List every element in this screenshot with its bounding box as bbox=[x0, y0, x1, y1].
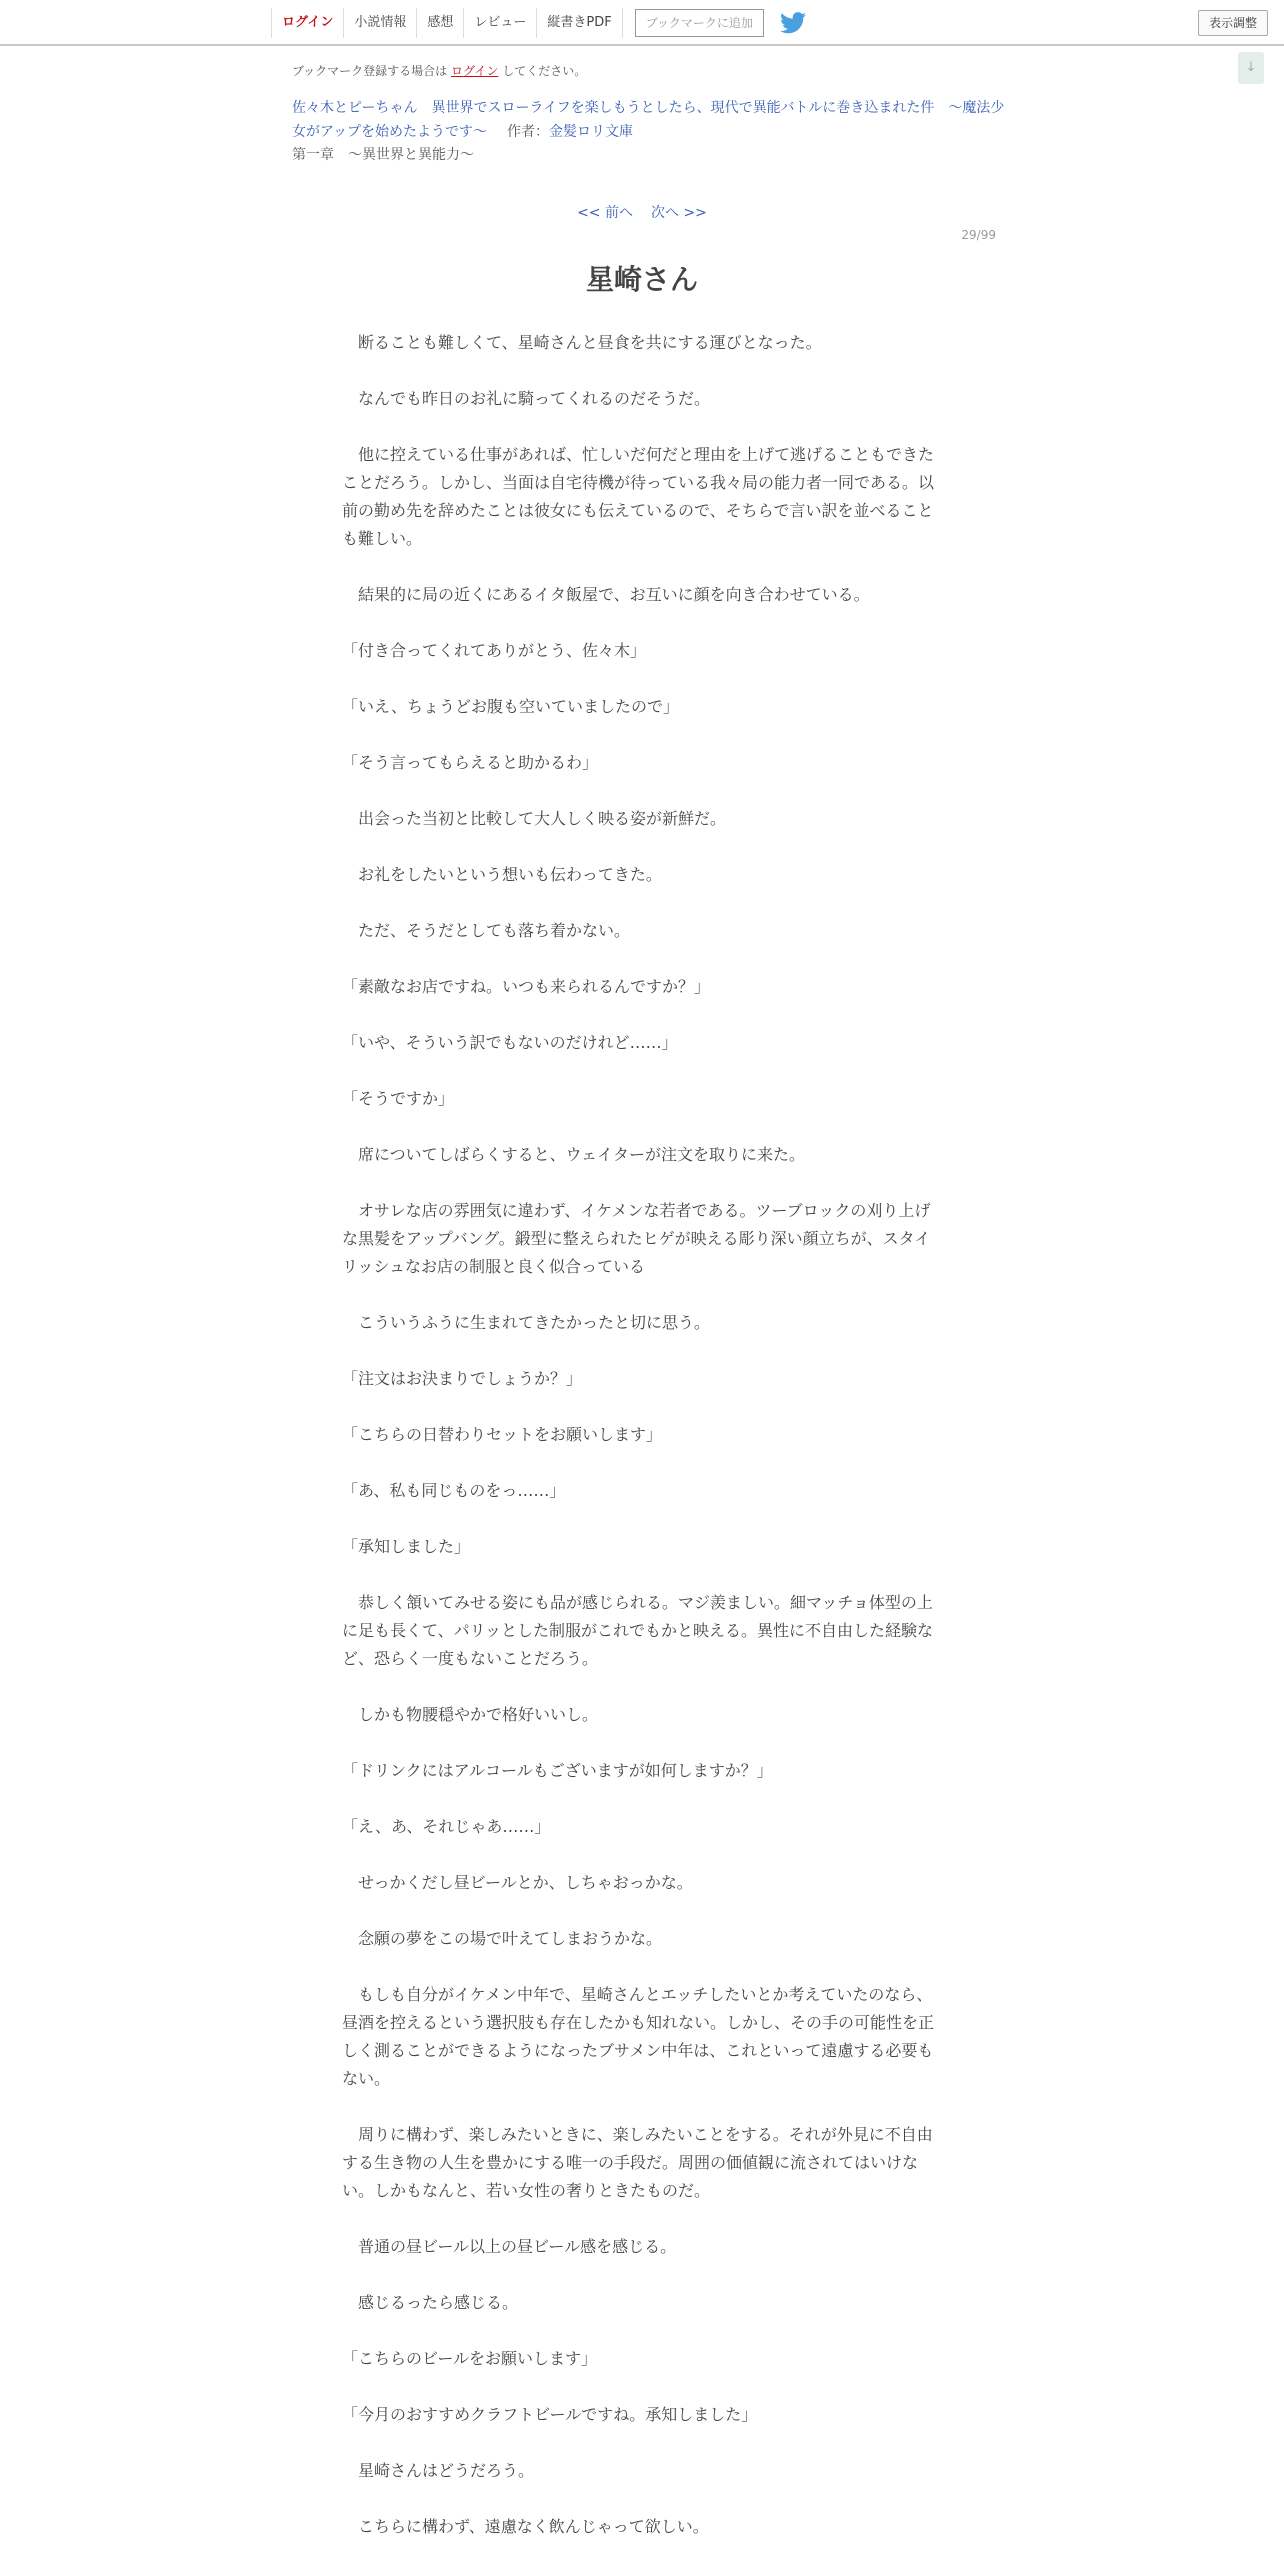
episode-pager bbox=[0, 202, 1284, 222]
episode-counter: 29/99 bbox=[961, 228, 996, 242]
body-paragraph: 「いえ、ちょうどお腹も空いていましたので」 bbox=[342, 697, 679, 716]
nav-review[interactable]: レビュー bbox=[463, 8, 536, 38]
body-paragraph: 普通の昼ビール以上の昼ビール感を感じる。 bbox=[342, 2237, 677, 2256]
body-paragraph: 「え、あ、それじゃあ……」 bbox=[342, 1817, 551, 1836]
body-paragraph: 「ドリンクにはアルコールもございますが如何しますか？」 bbox=[342, 1761, 773, 1780]
display-adjust-button[interactable]: 表示調整 bbox=[1198, 10, 1268, 36]
body-paragraph: 「注文はお決まりでしょうか？」 bbox=[342, 1369, 583, 1388]
body-paragraph: オサレな店の雰囲気に違わず、イケメンな若者である。ツーブロックの刈り上げな黒髪をアップバング。鍛型に整えられたヒゲが映える彫り深い顔立ちが、スタイリッシュなお店の制服と良く似合っている bbox=[342, 1201, 931, 1276]
author-link[interactable]: 金髪ロリ文庫 bbox=[549, 124, 634, 140]
body-paragraph: 「こちらの日替わりセットをお願いします」 bbox=[342, 1425, 663, 1444]
body-paragraph: 断ることも難しくて、星崎さんと昼食を共にする運びとなった。 bbox=[342, 333, 822, 352]
body-paragraph: 「あ、私も同じものをっ……」 bbox=[342, 1481, 566, 1500]
notice-login-link[interactable]: ログイン bbox=[451, 64, 499, 78]
top-navigation-bar bbox=[0, 0, 1284, 46]
chapter-title: 第一章 ～異世界と異能力～ bbox=[292, 147, 474, 163]
add-bookmark-button[interactable]: ブックマークに追加 bbox=[635, 9, 764, 37]
notice-text-after: してください。 bbox=[502, 64, 587, 78]
body-paragraph: 他に控えている仕事があれば、忙しいだ何だと理由を上げて逃げることもできたことだろう。しかし、当面は自宅待機が待っている我々局の能力者一同である。以前の勤め先を辞めたことは彼女にも伝えているので、そちらで言い訳を並べることも難しい。 bbox=[342, 445, 935, 548]
series-title-link[interactable]: 佐々木とピーちゃん 異世界でスローライフを楽しもうとしたら、現代で異能バトルに巻き込まれた件 ～魔法少女がアップを始めたようです～ bbox=[292, 100, 1005, 140]
body-paragraph: 「そうですか」 bbox=[342, 1089, 455, 1108]
episode-title: 星崎さん bbox=[585, 263, 698, 296]
body-paragraph: 席についてしばらくすると、ウェイターが注文を取りに来た。 bbox=[342, 1145, 806, 1164]
series-info bbox=[292, 96, 1008, 144]
twitter-icon[interactable] bbox=[780, 12, 806, 34]
body-paragraph: 出会った当初と比較して大人しく映る姿が新鮮だ。 bbox=[342, 809, 727, 828]
next-episode-link[interactable]: 次へ >> bbox=[651, 205, 707, 221]
body-paragraph: 恭しく頷いてみせる姿にも品が感じられる。マジ羨ましい。細マッチョ体型の上に足も長くて、パリッとした制服がこれでもかと映える。異性に不自由した経験など、恐らく一度もないことだろう。 bbox=[342, 1593, 934, 1668]
body-paragraph: ただ、そうだとしても落ち着かない。 bbox=[342, 921, 631, 940]
body-paragraph: 星崎さんはどうだろう。 bbox=[342, 2461, 535, 2480]
body-paragraph: 周りに構わず、楽しみたいときに、楽しみたいことをする。それが外見に不自由する生き物の人生を豊かにする唯一の手段だ。周囲の価値観に流されてはいけない。しかもなんと、若い女性の奢りときたものだ。 bbox=[342, 2125, 933, 2200]
body-paragraph: お礼をしたいという想いも伝わってきた。 bbox=[342, 865, 662, 884]
nav-login[interactable]: ログイン bbox=[271, 8, 343, 38]
body-paragraph: 「こちらのビールをお願いします」 bbox=[342, 2349, 598, 2368]
author-label: 作者： bbox=[507, 124, 550, 140]
body-paragraph: 「付き合ってくれてありがとう、佐々木」 bbox=[342, 641, 647, 660]
body-paragraph: こういうふうに生まれてきたかったと切に思う。 bbox=[342, 1313, 711, 1332]
nav-menu bbox=[271, 0, 806, 46]
body-paragraph: 「いや、そういう訳でもないのだけれど……」 bbox=[342, 1033, 678, 1052]
novel-body bbox=[342, 329, 936, 2569]
body-paragraph: 「今月のおすすめクラフトビールですね。承知しました」 bbox=[342, 2405, 758, 2424]
body-paragraph: 「素敵なお店ですね。いつも来られるんですか？」 bbox=[342, 977, 711, 996]
prev-episode-link[interactable]: << 前へ bbox=[577, 205, 633, 221]
body-paragraph: 結果的に局の近くにあるイタ飯屋で、お互いに顔を向き合わせている。 bbox=[342, 585, 870, 604]
nav-novel-info[interactable]: 小説情報 bbox=[343, 8, 416, 38]
body-paragraph: 念願の夢をこの場で叶えてしまおうかな。 bbox=[342, 1929, 663, 1948]
body-paragraph: こちらに構わず、遠慮なく飲んじゃって欲しい。 bbox=[342, 2517, 709, 2536]
body-paragraph: なんでも昨日のお礼に騎ってくれるのだそうだ。 bbox=[342, 389, 711, 408]
body-paragraph: しかも物腰穏やかで格好いいし。 bbox=[342, 1705, 599, 1724]
bookmark-login-notice bbox=[292, 62, 586, 79]
body-paragraph: せっかくだし昼ビールとか、しちゃおっかな。 bbox=[342, 1873, 693, 1892]
nav-impressions[interactable]: 感想 bbox=[416, 8, 463, 38]
body-paragraph: 「そう言ってもらえると助かるわ」 bbox=[342, 753, 599, 772]
body-paragraph: 感じるったら感じる。 bbox=[342, 2293, 519, 2312]
body-paragraph: もしも自分がイケメン中年で、星崎さんとエッチしたいとか考えていたのなら、昼酒を控えるという選択肢も存在したかも知れない。しかし、その手の可能性を正しく測ることができるようになったブサメン中年は、これといって遠慮する必要もない。 bbox=[342, 1985, 935, 2088]
scroll-down-button[interactable]: ↓ bbox=[1238, 52, 1264, 84]
notice-text-before: ブックマーク登録する場合は bbox=[292, 64, 448, 78]
nav-vertical-pdf[interactable]: 縦書きPDF bbox=[536, 8, 622, 38]
body-paragraph: 「承知しました」 bbox=[342, 1537, 471, 1556]
